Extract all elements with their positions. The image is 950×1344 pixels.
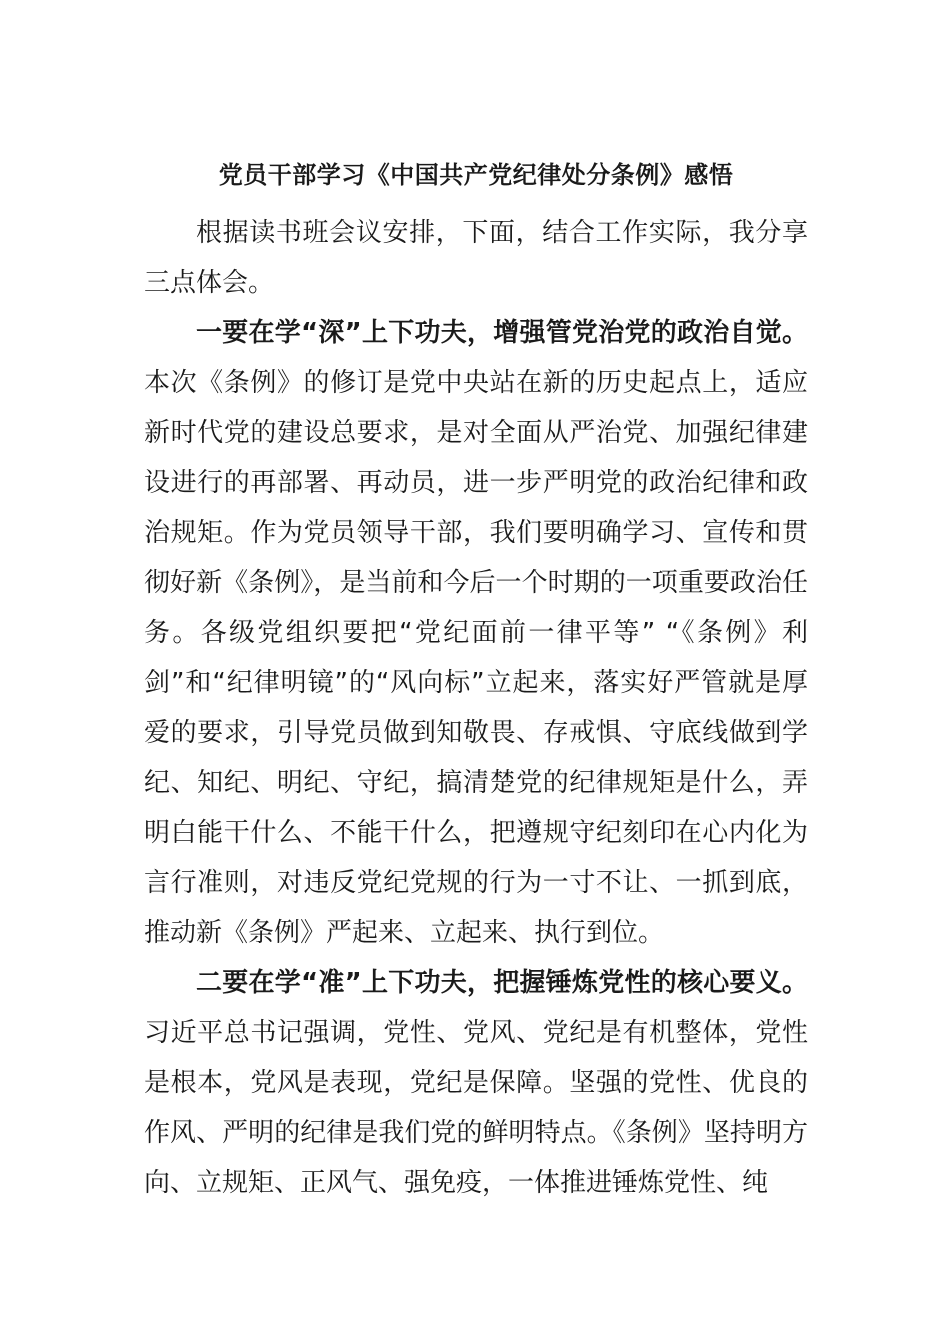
intro-paragraph: 根据读书班会议安排，下面，结合工作实际，我分享三点体会。	[144, 218, 808, 298]
section-1-paragraph	[144, 308, 808, 958]
section-2-paragraph	[144, 958, 808, 1208]
section-2-body: 习近平总书记强调，党性、党风、党纪是有机整体，党性是根本，党风是表现，党纪是保障。坚强的党性、优良的作风、严明的纪律是我们党的鲜明特点。《条例》坚持明方向、立规矩、正风气、强免疫，一体推进锤炼党性、纯	[144, 1018, 808, 1198]
document-page	[144, 150, 808, 1208]
section-1-heading: 一要在学“深”上下功夫，增强管党治党的政治自觉。	[196, 318, 808, 348]
section-2-heading: 二要在学“准”上下功夫，把握锤炼党性的核心要义。	[196, 968, 808, 998]
section-1-body: 本次《条例》的修订是党中央站在新的历史起点上，适应新时代党的建设总要求，是对全面从严治党、加强纪律建设进行的再部署、再动员，进一步严明党的政治纪律和政治规矩。作为党员领导干部，我们要明确学习、宣传和贯彻好新《条例》，是当前和今后一个时期的一项重要政治任务。各级党组织要把“党纪面前一律平等” “《条例》利剑”和“纪律明镜”的“风向标”立起来，落实好严管就是厚爱的要求，引导党员做到知敬畏、存戒惧、守底线做到学纪、知纪、明纪、守纪，搞清楚党的纪律规矩是什么，弄明白能干什么、不能干什么，把遵规守纪刻印在心内化为言行准则，对违反党纪党规的行为一寸不让、一抓到底，推动新《条例》严起来、立起来、执行到位。	[144, 368, 808, 948]
document-title: 党员干部学习《中国共产党纪律处分条例》感悟	[218, 161, 734, 189]
